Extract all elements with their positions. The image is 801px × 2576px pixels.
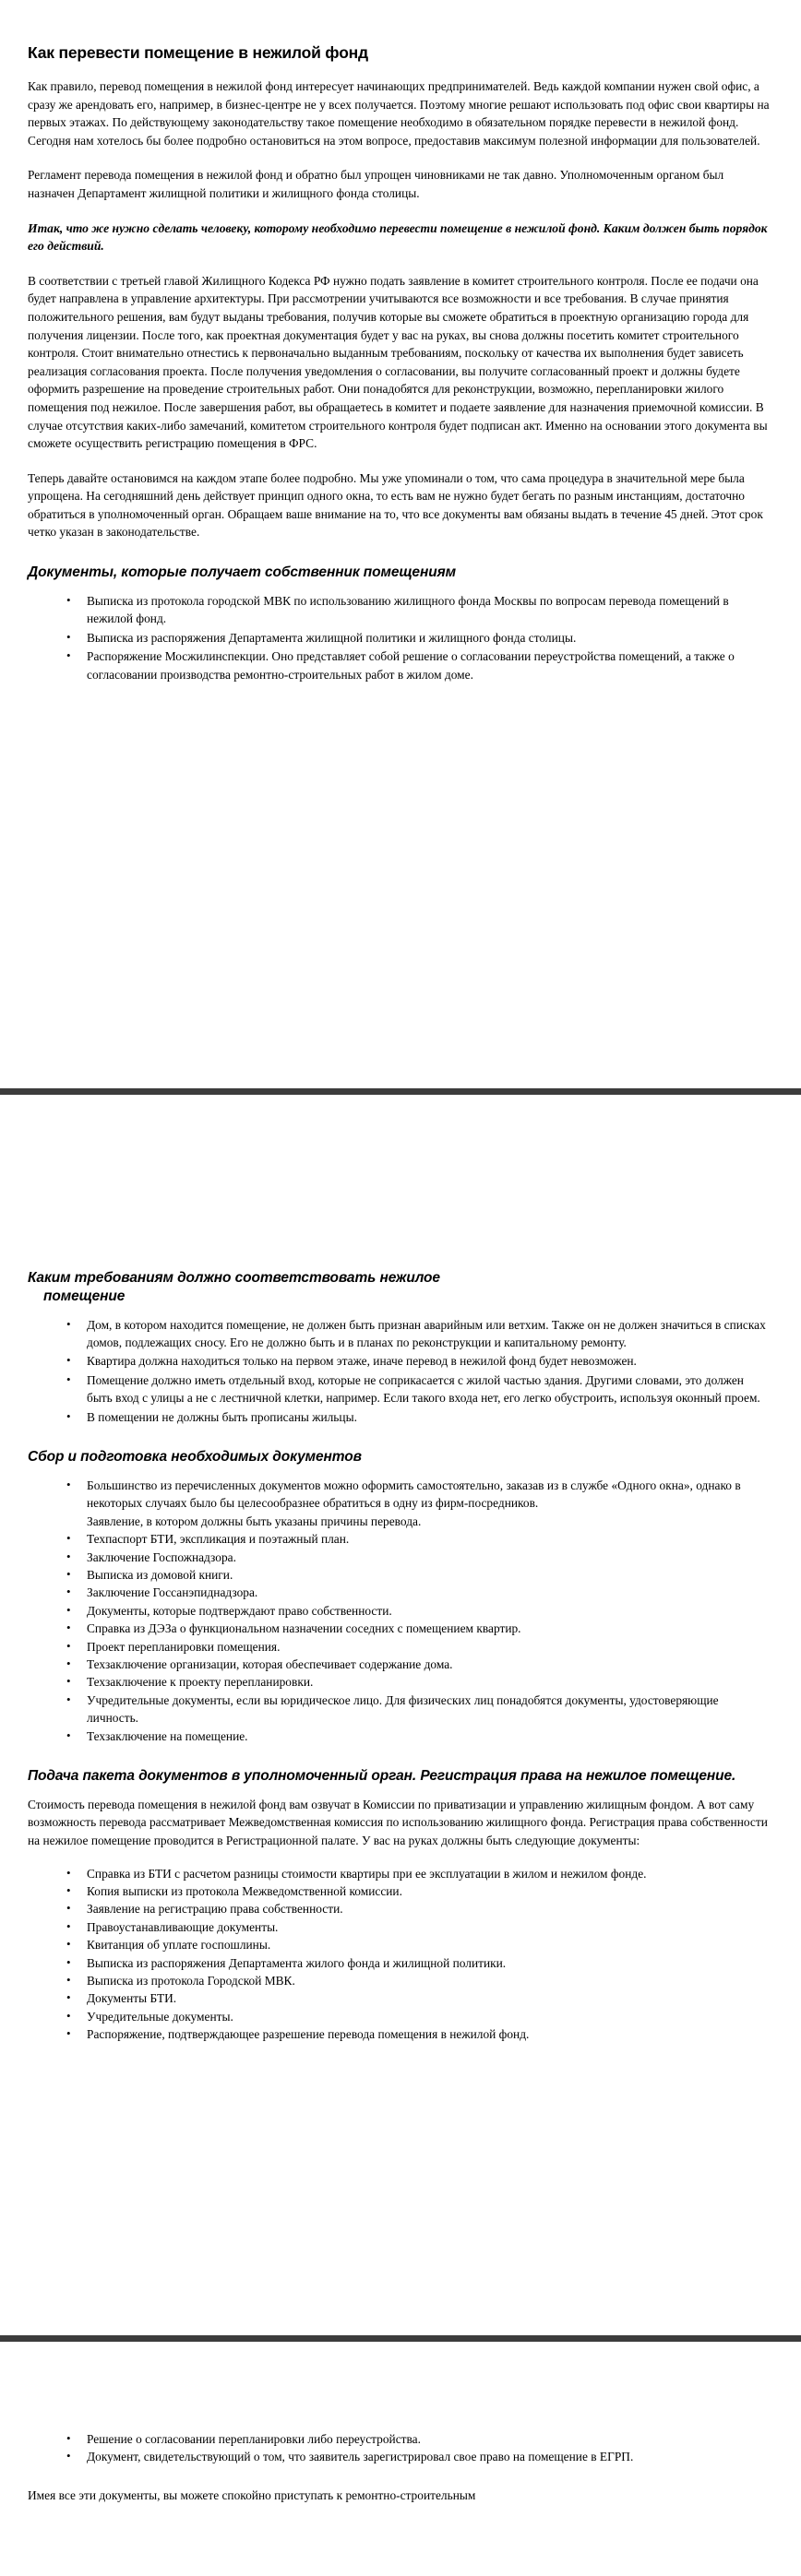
list-item-text: Техзаключение на помещение. (87, 1728, 248, 1743)
list-item-text: В помещении не должны быть прописаны жильцы. (87, 1409, 357, 1424)
section-heading-line-2: Регистрация права на нежилое помещение. (420, 1768, 736, 1785)
section-heading-requirements (28, 1269, 771, 1306)
list-item (66, 1727, 771, 1745)
list-item-text: Правоустанавливающие документы. (87, 1919, 279, 1934)
list-item-text: Распоряжение Мосжилинспекции. Оно представляет собой решение о согласовании переустройства помещений, а также о согласовании производства ремонтно-строительных работ в жилом доме. (87, 649, 735, 682)
list-item (66, 647, 771, 683)
list-item (66, 1692, 771, 1727)
list-item (66, 1602, 771, 1620)
intro-paragraph-1: Как правило, перевод помещения в нежилой фонд интересует начинающих предпринимателей. Ведь каждой компании нужен свой офис, а сразу же арендовать его, например, в бизнес-центре не у всех получается. Поэтому многие решают использовать под офис свои квартиры на первых этажах. По действующему законодательству такое помещение необходимо в обязательном порядке перевести в нежилой фонд. Сегодня нам хотелось бы более подробно остановиться на этом вопросе, предоставив максимум полезной информации для пользователей. (28, 79, 770, 148)
list-item-text: Проект перепланировки помещения. (87, 1639, 281, 1654)
procedure-paragraph: В соответствии с третьей главой Жилищного Кодекса РФ нужно подать заявление в комитет строительного контроля. После ее подачи она будет направлена в управление архитектуры. При рассмотрении учитываются все возможности и все требования. В случае принятия положительного решения, вам будут выданы требования, получив которые вы сможете обратиться в проектную организацию города для получения лицензии. После того, как проектная документация будет у вас на руках, вы снова должны посетить комитет строительного контроля. Стоит внимательно отнестись к первоначально выданным требованиям, поскольку от качества их выполнения будет зависеть реализация согласования проекта. После получения уведомления о согласовании, вы получите согласованный проект и должны будете оформить разрешение на проведение строительных работ. Они понадобятся для реконструкции, возможно, перепланировки жилого помещения под нежилое. После завершения работ, вы обращаетесь в комитет и подаете заявление для назначения приемочной комиссии. В случае отсутствия каких-либо замечаний, комитетом строительного контроля будет подписан акт. Именно на основании этого документа вы сможете осуществить регистрацию помещения в ФРС. (28, 273, 768, 451)
list-item (66, 1972, 771, 1989)
list-item (66, 2008, 771, 2025)
owner-documents-list (28, 592, 771, 683)
list-item (66, 1882, 771, 1900)
list-item-text: Выписка из домовой книги. (87, 1567, 233, 1582)
details-paragraph: Теперь давайте остановимся на каждом этапе более подробно. Мы уже упоминали о том, что сама процедура в значительной мере была упрощена. На сегодняшний день действует принцип одного окна, то есть вам не нужно будет бегать по разным инстанциям, достаточно обратиться в уполномоченный орган. Обращаем ваше внимание на то, что все документы вам обязаны выдать в течение 45 дней. Этот срок четко указан в законодательстве. (28, 470, 763, 540)
list-item (66, 1865, 771, 1882)
list-item-text: Учредительные документы. (87, 2009, 233, 2024)
page-gap-2 (0, 2342, 801, 2386)
list-item-text: Квитанция об уплате госпошлины. (87, 1938, 271, 1953)
list-item-text: Выписка из распоряжения Департамента жилого фонда и жилищной политики. (87, 1955, 507, 1970)
document-page-3 (0, 2386, 801, 2538)
submission-documents-list (28, 1865, 771, 2044)
list-item (66, 1656, 771, 1673)
list-item (66, 2430, 771, 2448)
list-item-text: Распоряжение, подтверждающее разрешение перевода помещения в нежилой фонд. (87, 2027, 530, 2042)
list-item (66, 1900, 771, 1917)
list-item-subtext: Заявление, в котором должны быть указаны причины перевода. (87, 1514, 422, 1528)
list-item-text: Заключение Госпожнадзора. (87, 1549, 236, 1564)
list-item-text: Документы, которые подтверждают право собственности. (87, 1603, 392, 1618)
list-item (66, 2025, 771, 2043)
list-item (66, 1584, 771, 1601)
list-item (66, 1549, 771, 1566)
list-item (66, 1566, 771, 1584)
lead-statement: Итак, что же нужно сделать человеку, которому необходимо перевести помещение в нежилой фонд. Каким должен быть порядок его действий. (28, 220, 768, 254)
list-item (66, 1638, 771, 1656)
list-item-text: Копия выписки из протокола Межведомственной комиссии. (87, 1884, 402, 1899)
page-separator-1 (0, 1088, 801, 1095)
submission-paragraph: Стоимость перевода помещения в нежилой фонд вам озвучат в Комиссии по приватизации и управлению жилищным фондом. А вот саму возможность перевода рассматривает Межведомственная комиссия по использованию жилищного фонда. Регистрация права собственности на нежилое помещение проводится в Регистрационной палате. У вас на руках должны быть следующие документы: (28, 1797, 768, 1848)
intro-paragraph-2: Регламент перевода помещения в нежилой фонд и обратно был упрощен чиновниками не так давно. Уполномоченным органом был назначен Департамент жилищной политики и жилищного фонда столицы. (28, 168, 724, 200)
list-item-text: Большинство из перечисленных документов можно оформить самостоятельно, заказав из в службе «Одного окна», однако в некоторых случаях было бы целесообразнее обратиться в одну из фирм-посредников. (87, 1478, 741, 1511)
collecting-documents-list (28, 1477, 771, 1745)
list-item (66, 1936, 771, 1953)
list-item-text: Дом, в котором находится помещение, не должен быть признан аварийным или ветхим. Также он не должен значиться в списках домов, подлежащих сносу. Его не должно быть и в планах по реконструкции и капитальному ремонту. (87, 1317, 766, 1350)
requirements-list (28, 1316, 771, 1426)
list-item (66, 629, 771, 647)
list-item-text: Выписка из протокола Городской МВК. (87, 1974, 295, 1988)
section-heading-submission (28, 1767, 771, 1786)
list-item-text: Заключение Госсанэпиднадзора. (87, 1585, 258, 1600)
page-separator-2 (0, 2335, 801, 2342)
list-item-text: Техпаспорт БТИ, экспликация и поэтажный план. (87, 1532, 350, 1547)
section-heading-line-1: Каким требованиям должно соответствовать нежилое (28, 1270, 440, 1286)
document-page-1 (0, 0, 801, 1088)
final-documents-list (28, 2430, 771, 2466)
list-item-text: Выписка из протокола городской МВК по использованию жилищного фонда Москвы по вопросам перевода помещений в нежилой фонд. (87, 593, 729, 626)
list-item (66, 1371, 771, 1407)
page-title: Как перевести помещение в нежилой фонд (28, 43, 368, 62)
section-heading-line-1: Подача пакета документов в уполномоченный орган. (28, 1768, 417, 1785)
closing-paragraph: Имея все эти документы, вы можете спокойно приступать к ремонтно-строительным (28, 2487, 476, 2502)
list-item (66, 1954, 771, 1972)
list-item-text: Квартира должна находиться только на первом этаже, иначе перевод в нежилой фонд будет невозможен. (87, 1354, 637, 1369)
section-heading-collecting-documents: Сбор и подготовка необходимых документов (28, 1449, 362, 1466)
document-page-2 (0, 1196, 801, 2335)
list-item-text: Техзаключение организации, которая обеспечивает содержание дома. (87, 1656, 453, 1671)
list-item-text: Помещение должно иметь отдельный вход, которые не соприкасается с жилой частью здания. Другими словами, это должен быть вход с улицы а не с лестничной клетки, например. Если такого входа нет, его легко обустроить, используя оконный проем. (87, 1372, 760, 1406)
list-item (66, 1673, 771, 1691)
list-item-text: Учредительные документы, если вы юридическое лицо. Для физических лиц понадобятся документы, удостоверяющие личность. (87, 1692, 719, 1726)
list-item (66, 1620, 771, 1637)
list-item (66, 1316, 771, 1352)
list-item (66, 592, 771, 628)
list-item-text: Заявление на регистрацию права собственности. (87, 1902, 343, 1917)
list-item-text: Документ, свидетельствующий о том, что заявитель зарегистрировал свое право на помещение в ЕГРП. (87, 2450, 634, 2464)
list-item (66, 1352, 771, 1370)
list-item-text: Выписка из распоряжения Департамента жилищной политики и жилищного фонда столицы. (87, 630, 577, 645)
list-item (66, 1408, 771, 1426)
list-item-text: Техзаключение к проекту перепланировки. (87, 1675, 314, 1690)
section-heading-line-2: помещение (43, 1288, 126, 1304)
list-item (66, 2448, 771, 2465)
list-item-text: Справка из БТИ с расчетом разницы стоимости квартиры при ее эксплуатации в жилом и нежилом фонде. (87, 1866, 647, 1881)
page-gap-1 (0, 1095, 801, 1196)
list-item-text: Решение о согласовании перепланировки либо переустройства. (87, 2432, 421, 2446)
list-item (66, 1477, 771, 1530)
list-item-text: Справка из ДЭЗа о функциональном назначении соседних с помещением квартир. (87, 1621, 521, 1636)
list-item (66, 1989, 771, 2007)
list-item (66, 1918, 771, 1936)
section-heading-owner-documents: Документы, которые получает собственник помещениям (28, 564, 456, 581)
list-item-text: Документы БТИ. (87, 1991, 177, 2006)
list-item (66, 1530, 771, 1548)
